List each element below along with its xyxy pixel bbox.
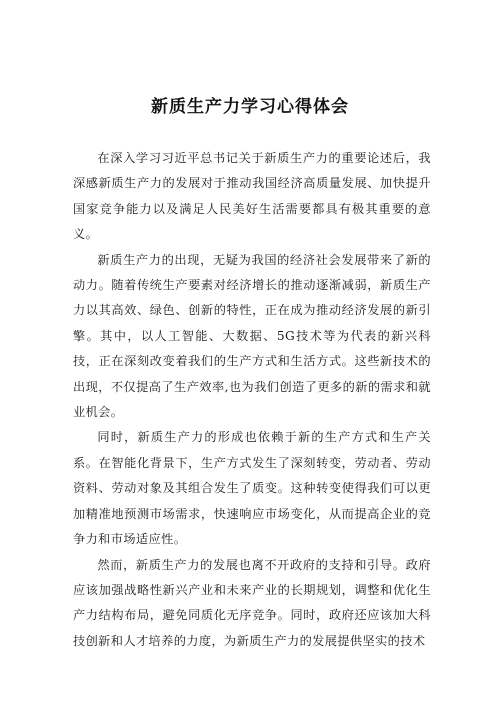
- document-body: [73, 146, 431, 654]
- paragraph-3: 同时，新质生产力的形成也依赖于新的生产方式和生产关系。在智能化背景下，生产方式发生了深刻转变，劳动者、劳动资料、劳动对象及其组合发生了质变。这种转变使得我们可以更加精准地预测市场需求，快速响应市场变化，从而提高企业的竞争力和市场适应性。: [73, 430, 431, 547]
- paragraph-2: 新质生产力的出现，无疑为我国的经济社会发展带来了新的动力。随着传统生产要素对经济增长的推动逐渐减弱，新质生产力以其高效、绿色、创新的特性，正在成为推动经济发展的新引擎。其中，以人工智能、大数据、5G技术等为代表的新兴科技，正在深刻改变着我们的生产方式和生活方式。这些新技术的出现，不仅提高了生产效率,也为我们创造了更多的新的需求和就业机会。: [73, 252, 431, 420]
- paragraph-1: 在深入学习习近平总书记关于新质生产力的重要论述后，我深感新质生产力的发展对于推动我国经济高质量发展、加快提升国家竞争能力以及满足人民美好生活需要都具有极其重要的意义。: [73, 151, 431, 242]
- paragraph-4: 然而，新质生产力的发展也离不开政府的支持和引导。政府应该加强战略性新兴产业和未来产业的长期规划，调整和优化生产力结构布局，避免同质化无序竞争。同时，政府还应该加大科技创新和人才培养的力度，为新质生产力的发展提供坚实的技术: [73, 557, 431, 648]
- document-title: 新质生产力学习心得体会: [151, 97, 349, 117]
